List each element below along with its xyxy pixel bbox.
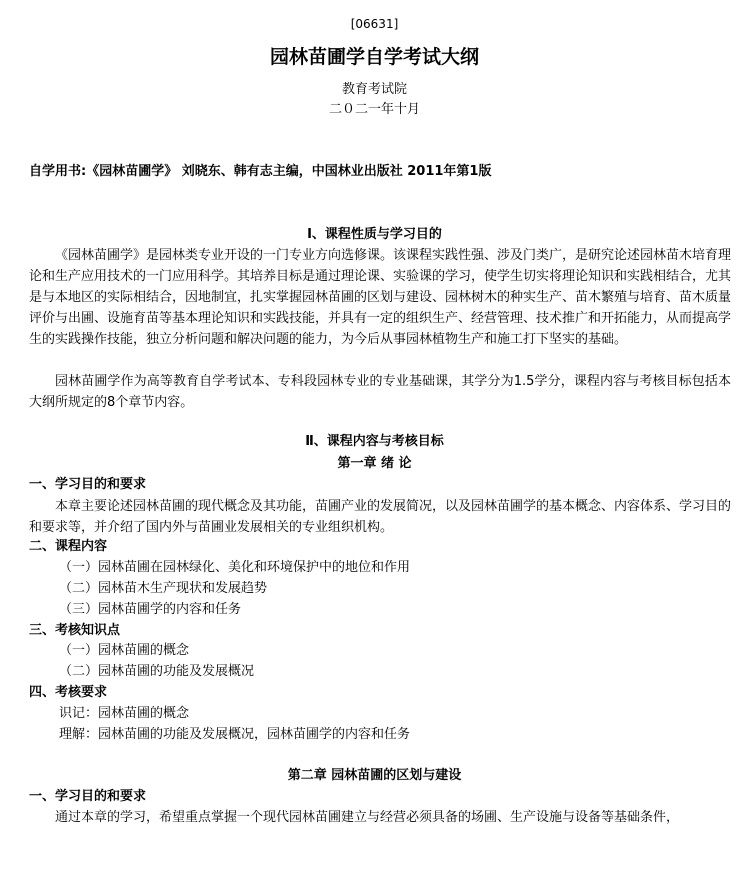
part1-heading: Ⅰ、课程性质与学习目的	[307, 227, 442, 242]
chapter2-section-1-text: 通过本章的学习，希望重点掌握一个现代园林苗圃建立与经营必须具备的场圃、生产设施与设备等基础条件，	[55, 810, 680, 825]
chapter1-section-4-heading: 四、考核要求	[29, 685, 108, 700]
chapter1-content-item: （二）园林苗木生产现状和发展趋势	[59, 581, 268, 596]
issue-date: 二０二一年十月	[328, 102, 420, 117]
chapter1-knowledge-item: （二）园林苗圃的功能及发展概况	[59, 664, 255, 679]
document-title: 园林苗圃学自学考试大纲	[269, 46, 479, 68]
chapter2-title: 第二章 园林苗圃的区划与建设	[287, 768, 462, 783]
chapter1-section-1-heading: 一、学习目的和要求	[29, 477, 147, 492]
part1-paragraph-2: 园林苗圃学作为高等教育自学考试本、专科段园林专业的专业基础课，其学分为1.5学分，课程内容与考核目标包括本大纲所规定的8个章节内容。	[29, 374, 731, 410]
chapter1-section-1-text: 本章主要论述园林苗圃的现代概念及其功能，苗圃产业的发展简况，以及园林苗圃学的基本概念、内容体系、学习目的和要求等，并介绍了国内外与苗圃业发展相关的专业组织机构。	[29, 499, 732, 535]
chapter1-content-item: （一）园林苗圃在园林绿化、美化和环境保护中的地位和作用	[59, 560, 411, 575]
chapter1-content-item: （三）园林苗圃学的内容和任务	[59, 602, 242, 617]
chapter1-section-2-heading: 二、课程内容	[29, 539, 108, 554]
course-code: [06631]	[350, 17, 399, 31]
chapter1-knowledge-item: （一）园林苗圃的概念	[59, 643, 190, 658]
chapter1-title: 第一章 绪 论	[337, 456, 412, 471]
textbook-line: 自学用书:《园林苗圃学》 刘晓东、韩有志主编，中国林业出版社 2011年第1版	[29, 164, 492, 179]
chapter2-section-1-heading: 一、学习目的和要求	[29, 789, 147, 804]
chapter1-section-3-heading: 三、考核知识点	[29, 623, 121, 638]
part2-heading: Ⅱ、课程内容与考核目标	[305, 434, 444, 449]
part1-paragraph-1: 《园林苗圃学》是园林类专业开设的一门专业方向选修课。该课程实践性强、涉及门类广，是研究论述园林苗木培育理论和生产应用技术的一门应用科学。其培养目标是通过理论课、实验课的学习，使学生切实将理论知识和实践相结合，尤其是与本地区的实际相结合，因地制宜，扎实掌握园林苗圃的区划与建设、园林树木的种实生产、苗木繁殖与培育、苗木质量评价与出圃、设施育苗等基本理论知识和实践技能，并具有一定的组织生产、经营管理、技术推广和开拓能力，从而提高学生的实践操作技能，独立分析问题和解决问题的能力，为今后从事园林植物生产和施工打下坚实的基础。	[29, 248, 732, 347]
chapter1-requirement-item: 识记：园林苗圃的概念	[59, 706, 190, 721]
chapter1-requirement-item: 理解：园林苗圃的功能及发展概况，园林苗圃学的内容和任务	[59, 727, 411, 742]
issuing-organization: 教育考试院	[341, 82, 407, 97]
